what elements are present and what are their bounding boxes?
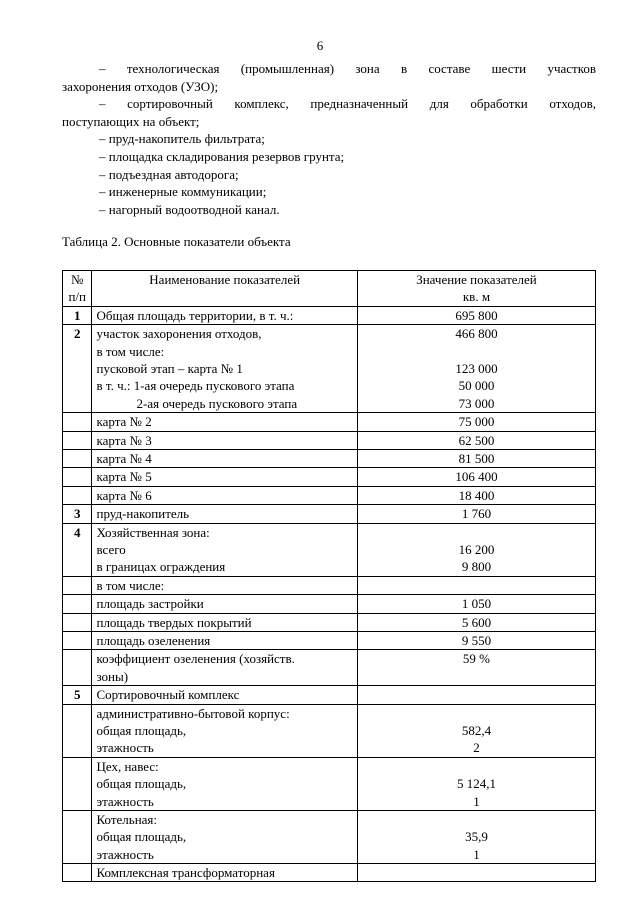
intro-item-6: – инженерные коммуникации; xyxy=(99,184,267,200)
intro-item-4: – площадка складирования резервов грунта; xyxy=(99,148,345,164)
indicators-table xyxy=(62,270,596,882)
row-number xyxy=(63,613,92,631)
row-value: 582,4 2 xyxy=(357,704,595,757)
row-value: 75 000 xyxy=(357,413,595,431)
row-number xyxy=(63,449,92,467)
row-value xyxy=(357,576,595,594)
row-name: Хозяйственная зона: всего в границах ограждения xyxy=(92,523,357,576)
row-number xyxy=(63,864,92,882)
row-number xyxy=(63,650,92,686)
row-value: 16 200 9 800 xyxy=(357,523,595,576)
table-row xyxy=(63,576,596,594)
row-name: Цех, навес: общая площадь, этажность xyxy=(92,757,357,810)
intro-item-2-line-1: – сортировочный комплекс, предназначенный для обработки отходов, xyxy=(99,96,596,112)
intro-item-3: – пруд-накопитель фильтрата; xyxy=(99,131,265,147)
row-value: 59 % xyxy=(357,650,595,686)
table-row xyxy=(63,306,596,324)
header-value: Значение показателей кв. м xyxy=(357,271,595,307)
row-number xyxy=(63,704,92,757)
row-value xyxy=(357,686,595,704)
row-name: площадь озеленения xyxy=(92,631,357,649)
intro-item-1-line-1: – технологическая (промышленная) зона в составе шести участков xyxy=(99,61,596,76)
row-value: 466 800 123 000 50 000 73 000 xyxy=(357,325,595,413)
row-name: карта № 6 xyxy=(92,486,357,504)
row-number xyxy=(63,468,92,486)
row-value: 81 500 xyxy=(357,449,595,467)
row-number: 3 xyxy=(63,505,92,523)
row-number: 4 xyxy=(63,523,92,576)
intro-list xyxy=(62,60,596,218)
table-row xyxy=(63,631,596,649)
row-value: 695 800 xyxy=(357,306,595,324)
row-value: 106 400 xyxy=(357,468,595,486)
row-name: пруд-накопитель xyxy=(92,505,357,523)
intro-item-1-line-2: захоронения отходов (УЗО); xyxy=(62,78,219,94)
intro-item-2-line-2: поступающих на объект; xyxy=(62,113,200,129)
table-caption: Таблица 2. Основные показатели объекта xyxy=(62,234,291,249)
table-row xyxy=(63,864,596,882)
table-row xyxy=(63,413,596,431)
table-row xyxy=(63,704,596,757)
row-value: 5 600 xyxy=(357,613,595,631)
table-row xyxy=(63,505,596,523)
row-name: Сортировочный комплекс xyxy=(92,686,357,704)
table-row xyxy=(63,613,596,631)
intro-item-5: – подъездная автодорога; xyxy=(99,166,239,182)
row-value: 18 400 xyxy=(357,486,595,504)
row-number xyxy=(63,413,92,431)
row-value: 9 550 xyxy=(357,631,595,649)
row-value: 1 050 xyxy=(357,595,595,613)
row-value: 1 760 xyxy=(357,505,595,523)
row-name: Котельная: общая площадь, этажность xyxy=(92,810,357,863)
row-name: в том числе: xyxy=(92,576,357,594)
table-row xyxy=(63,468,596,486)
table-row xyxy=(63,486,596,504)
row-value: 62 500 xyxy=(357,431,595,449)
table-row xyxy=(63,325,596,413)
row-name: административно-бытовой корпус: общая площадь, этажность xyxy=(92,704,357,757)
row-value: 5 124,1 1 xyxy=(357,757,595,810)
table-row xyxy=(63,757,596,810)
row-name: карта № 4 xyxy=(92,449,357,467)
row-number xyxy=(63,757,92,810)
row-name: карта № 2 xyxy=(92,413,357,431)
row-name: участок захоронения отходов, в том числе: пусковой этап – карта № 1 в т. ч.: 1-ая очередь пускового этапа 2-ая очередь пускового этапа xyxy=(92,325,357,413)
header-name: Наименование показателей xyxy=(92,271,357,307)
row-name: карта № 5 xyxy=(92,468,357,486)
header-number: № п/п xyxy=(63,271,92,307)
row-name: Общая площадь территории, в т. ч.: xyxy=(92,306,357,324)
table-row xyxy=(63,523,596,576)
table-header-row xyxy=(63,271,596,307)
row-name: площадь твердых покрытий xyxy=(92,613,357,631)
row-number xyxy=(63,431,92,449)
row-name: Комплексная трансформаторная xyxy=(92,864,357,882)
page-number: 6 xyxy=(316,38,324,53)
row-number xyxy=(63,631,92,649)
row-number: 5 xyxy=(63,686,92,704)
row-number xyxy=(63,576,92,594)
row-number xyxy=(63,810,92,863)
row-number: 1 xyxy=(63,306,92,324)
intro-item-7: – нагорный водоотводной канал. xyxy=(99,201,280,217)
row-number xyxy=(63,486,92,504)
table-row xyxy=(63,686,596,704)
row-number xyxy=(63,595,92,613)
row-name: коэффициент озеленения (хозяйств. зоны) xyxy=(92,650,357,686)
row-name: карта № 3 xyxy=(92,431,357,449)
table-row xyxy=(63,431,596,449)
table-row xyxy=(63,595,596,613)
row-name: площадь застройки xyxy=(92,595,357,613)
row-value xyxy=(357,864,595,882)
table-row xyxy=(63,650,596,686)
row-value: 35,9 1 xyxy=(357,810,595,863)
table-row xyxy=(63,810,596,863)
table-row xyxy=(63,449,596,467)
row-number: 2 xyxy=(63,325,92,413)
